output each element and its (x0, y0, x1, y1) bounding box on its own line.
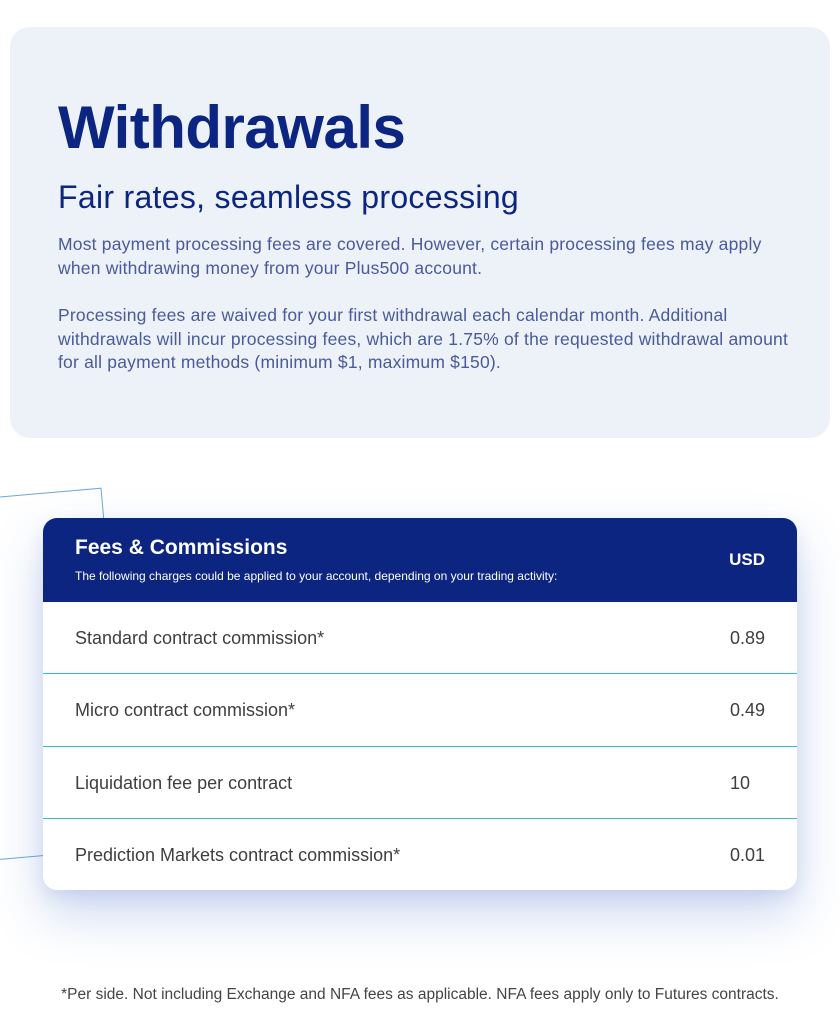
fees-footnote: *Per side. Not including Exchange and NFA fees as applicable. NFA fees apply only to Futures contracts. (61, 985, 779, 1003)
fees-table-header (43, 518, 797, 602)
fee-value: 0.89 (730, 628, 766, 648)
table-row (43, 674, 797, 747)
fee-label: Prediction Markets contract commission* (75, 845, 401, 865)
withdrawals-waiver-paragraph: Processing fees are waived for your first withdrawal each calendar month. Additional withdrawals will incur processing fees, which are 1.75% of the requested withdrawal amount for all payment methods (minimum $1, maximum $150). (58, 305, 789, 372)
table-row (43, 602, 797, 674)
table-row (43, 819, 797, 890)
fees-currency-header: USD (729, 550, 765, 569)
fee-value: 0.49 (730, 700, 766, 720)
withdrawals-title: Withdrawals (58, 94, 406, 161)
withdrawals-section (10, 27, 830, 438)
fee-value: 0.01 (730, 845, 766, 865)
withdrawals-subtitle: Fair rates, seamless processing (58, 179, 520, 215)
fee-label: Micro contract commission* (75, 700, 296, 720)
fee-label: Standard contract commission* (75, 628, 325, 648)
fees-table-description: The following charges could be applied to your account, depending on your trading activity: (75, 569, 558, 583)
table-row (43, 747, 797, 819)
fee-value: 10 (730, 773, 751, 793)
withdrawals-fees-paragraph: Most payment processing fees are covered. However, certain processing fees may apply when withdrawing money from your Plus500 account. (58, 234, 762, 278)
fee-label: Liquidation fee per contract (75, 773, 293, 793)
fees-commissions-table (43, 518, 797, 890)
fees-table-title: Fees & Commissions (75, 536, 288, 559)
